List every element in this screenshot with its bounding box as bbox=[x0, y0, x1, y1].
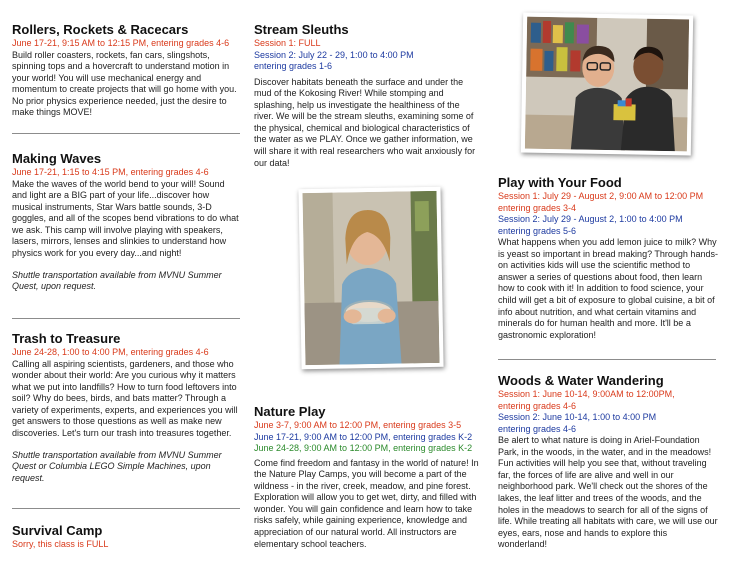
section-title: Stream Sleuths bbox=[254, 22, 349, 37]
shuttle-note: Shuttle transportation available from MVNU Summer Quest or Columbia LEGO Simple Machines, upon request. bbox=[12, 449, 222, 483]
section-play-with-food bbox=[498, 175, 718, 341]
section-description: Be alert to what nature is doing in Ariel-Foundation Park, in the woods, in the water, and in the meadows! Fun activities will help you see that, without traveling far, the forces of life are alive and well in our neighborhood park. We'll check out the shores of the lakes, the leaf litter and trees of the woods, and the holes in the meadows to search for all of the signs of life. While treating all habitats with care, we will use our eyes, ears, nose and hands to explore this wonderland! bbox=[498, 435, 718, 550]
session-2-grades: entering grades 5-6 bbox=[498, 225, 577, 236]
section-making-waves bbox=[12, 151, 240, 293]
section-title: Woods & Water Wandering bbox=[498, 373, 664, 388]
section-title: Survival Camp bbox=[12, 523, 103, 538]
section-nature-play bbox=[254, 404, 484, 550]
session-dates-2: June 17-21, 9:00 AM to 12:00 PM, entering grades K-2 bbox=[254, 431, 473, 442]
session-dates-1: June 3-7, 9:00 AM to 12:00 PM, entering grades 3-5 bbox=[254, 420, 462, 430]
session-dates: June 24-28, 1:00 to 4:00 PM, entering grades 4-6 bbox=[12, 347, 209, 357]
photo-girl-image bbox=[303, 191, 440, 365]
divider bbox=[12, 133, 240, 134]
section-title: Nature Play bbox=[254, 404, 326, 419]
session-2-grades: entering grades 1-6 bbox=[254, 61, 333, 71]
section-title: Trash to Treasure bbox=[12, 331, 121, 346]
divider bbox=[12, 508, 240, 509]
section-woods-water bbox=[498, 373, 718, 551]
section-description: Calling all aspiring scientists, gardeners, and those who wonder about their world: Are you curious why it matters what we put into landfills? How to turn food leftovers into soil? Why do bees, birds, and bats matter? Through a variety of experiments, experts, and experiences you will get answers to those questions as well as make new discoveries. Let's turn our trash into treasures together. bbox=[12, 358, 238, 439]
section-survival-camp bbox=[12, 523, 240, 551]
section-title: Rollers, Rockets & Racecars bbox=[12, 22, 189, 37]
session-1-dates: Session 1: FULL bbox=[254, 38, 321, 48]
section-description: Discover habitats beneath the surface and under the mud of the Kokosing River! While stomping and splashing, help us investigate the healthiness of the river. We will be the stream sleuths, examining some of the physical, chemical and biological characteristics of the water as we PLAY. Once we gather information, we will share it with real researchers who wait anxiously for our data! bbox=[254, 76, 476, 168]
section-description: What happens when you add lemon juice to milk? Why is yeast so important in bread making? Through hands-on activities kids will use the scientific method to answer a series of questions about food, then learn how to cook with it! In addition to food science, your child will get a bit of exposure to global cuisine, a bit of info about nutrition, and what certain vitamins and minerals do for human health and more. It'll be a gastronomic exploration! bbox=[498, 237, 718, 340]
photo-boys-image bbox=[525, 17, 689, 152]
section-rollers bbox=[12, 22, 240, 119]
session-dates: June 17-21, 1:15 to 4:15 PM, entering grades 4-6 bbox=[12, 167, 209, 177]
section-stream-sleuths bbox=[254, 22, 480, 169]
session-dates: June 17-21, 9:15 AM to 12:15 PM, entering grades 4-6 bbox=[12, 38, 230, 48]
section-trash-to-treasure bbox=[12, 331, 240, 484]
photo-two-boys bbox=[521, 13, 693, 156]
session-1-dates: Session 1: July 29 - August 2, 9:00 AM to 12:00 PM bbox=[498, 191, 704, 201]
divider bbox=[498, 359, 716, 360]
shuttle-note: Shuttle transportation available from MVNU Summer Quest, upon request. bbox=[12, 269, 222, 292]
session-2-dates: Session 2: June 10-14, 1:00 to 4:00 PM bbox=[498, 412, 657, 422]
session-2-dates: Session 2: July 29 - August 2, 1:00 to 4:00 PM bbox=[498, 214, 683, 224]
session-2-grades: entering grades 4-6 bbox=[498, 423, 577, 434]
section-title: Making Waves bbox=[12, 151, 102, 166]
section-description: Come find freedom and fantasy in the world of nature! In the Nature Play Camps, you will become a part of the wildness - in the river, creek, meadow, and pine forest. Exploration will allow you to get wet, dirty, and filled with wonder. You will gain confidence and learn how to take risks safely, while gaining experience, knowledge and appreciation of our natural world. All instructors are elementary school teachers. bbox=[254, 457, 479, 549]
section-description: Make the waves of the world bend to your will! Sound and light are a BIG part of your life...discover how musical instruments, Star Wars battle sounds, 3-D goggles, and all of the scopes bend vibrations to do what we ask. This camp will involve playing with speakers, lasers, mirrors, lenses and slinkies to understand how physics work for you every day...and night! bbox=[12, 178, 239, 259]
session-dates: Sorry, this class is FULL bbox=[12, 539, 109, 549]
session-1-grades: entering grades 4-6 bbox=[498, 400, 577, 411]
session-dates-3: June 24-28, 9:00 AM to 12:00 PM, entering grades K-2 bbox=[254, 443, 473, 453]
session-1-grades: entering grades 3-4 bbox=[498, 202, 577, 213]
divider bbox=[12, 318, 240, 319]
section-description: Build roller coasters, rockets, fan cars, slingshots, spinning tops and a hovercraft to understand motion in your world! You will use mechanical energy and momentum to create projects that will go home with you. No prior physics experience needed, just the desire to make things MOVE! bbox=[12, 49, 237, 118]
photo-girl-with-jar bbox=[298, 187, 443, 369]
session-1-dates: Session 1: June 10-14, 9:00AM to 12:00PM, bbox=[498, 389, 675, 399]
session-2-dates: Session 2: July 22 - 29, 1:00 to 4:00 PM bbox=[254, 49, 414, 60]
section-title: Play with Your Food bbox=[498, 175, 622, 190]
